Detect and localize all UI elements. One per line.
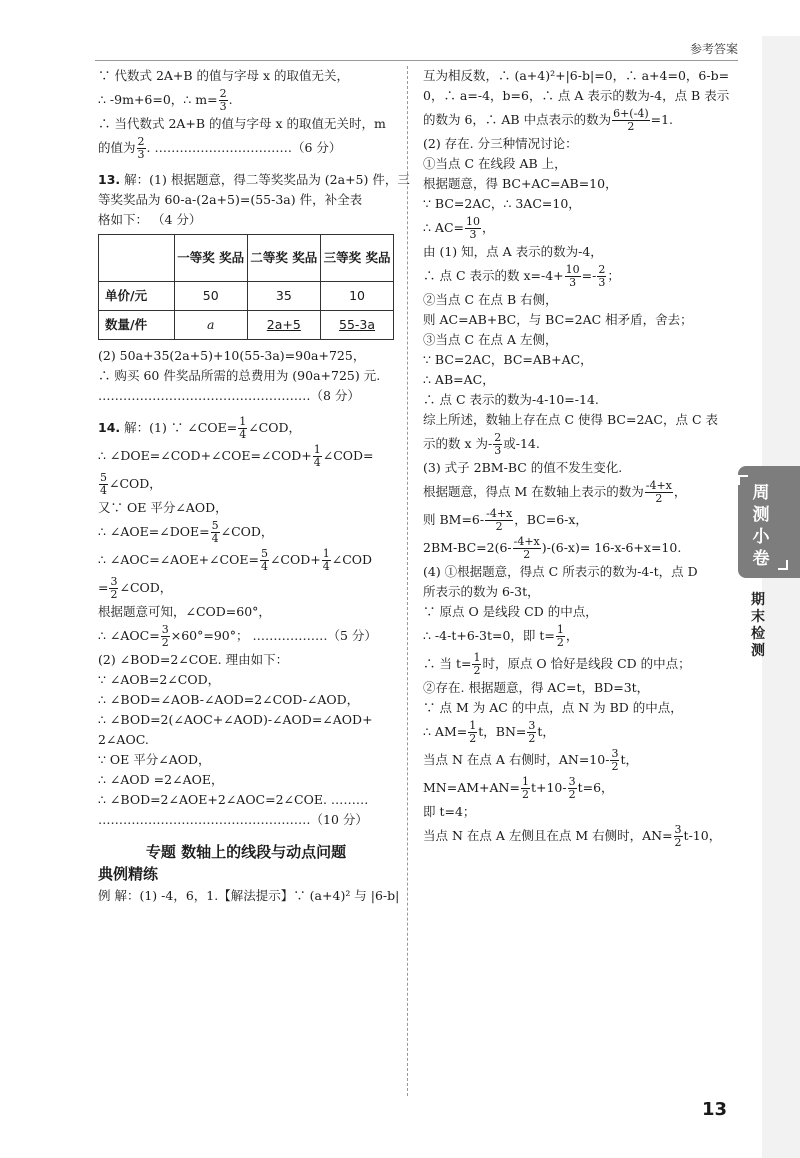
text-line: ∴ ∠BOD=∠AOB-∠AOD=2∠COD-∠AOD， [98,692,360,707]
text-line: ∴ 当代数式 2A+B 的值与字母 x 的取值无关时，m [98,116,386,131]
text-line: 又∵ OE 平分∠AOD， [98,500,228,515]
fraction: $\frac{2}{3}$ [598,263,606,289]
fraction: $\frac{1}{4}$ [322,547,330,573]
page-number: 13 [702,1099,728,1120]
text-line: 则 BM=6- $\frac{-4+x}{2}$ ，BC=6-x， [423,507,588,533]
text-line: ∵ 原点 O 是线段 CD 的中点， [423,604,598,619]
text-line: ∴ ∠DOE=∠COD+∠COE=∠COD+ $\frac{1}{4}$ ∠COD= [98,443,374,469]
table-row-label: 单价/元 [99,282,175,311]
text-line: 根据题意可知，∠COD=60°， [98,604,271,619]
question-number: 14. [98,420,121,435]
text-line: ∴ -4-t+6-3t=0，即 t= $\frac{1}{2}$ ， [423,623,579,649]
table-header-cell: 一等奖 奖品 [174,235,247,282]
text-line: ∵ ∠AOB=2∠COD， [98,672,221,687]
text-line: ∵ OE 平分∠AOD， [98,752,211,767]
text-line: ∴ 当 t= $\frac{1}{2}$ 时，原点 O 恰好是线段 CD 的中点； [423,651,691,677]
text-line: ③当点 C 在点 A 左侧， [423,332,558,347]
tab-corner-mark [778,560,788,570]
text-line: ……………………………………………（10 分） [98,812,368,827]
text-line: ∵ 点 M 为 AC 的中点，点 N 为 BD 的中点， [423,700,683,715]
fraction: $\frac{3}{2}$ [528,719,536,745]
fraction: $\frac{-4+x}{2}$ [645,479,672,505]
text-line: 的数为 6，∴ AB 中点表示的数为 $\frac{6+(-4)}{2}$ =1. [423,107,674,133]
fraction: $\frac{-4+x}{2}$ [513,535,540,561]
table-corner-cell [99,235,175,282]
text-line: 2∠AOC. [98,732,149,747]
fraction: $\frac{1}{4}$ [239,415,247,441]
text-line: ∴ ∠BOD=2∠AOE+2∠AOC=2∠COE. ……… [98,792,369,807]
table-cell: a [174,311,247,340]
fraction: $\frac{1}{2}$ [473,651,481,677]
text-line: 格如下： （4 分） [98,212,202,227]
table-header-row [99,235,394,282]
text-line: = $\frac{3}{2}$ ∠COD， [98,575,173,601]
fraction: $\frac{5}{4}$ [100,471,107,497]
text-line: 2BM-BC=2(6- $\frac{-4+x}{2}$ )-(6-x)= 16-x-6+x=10. [423,535,682,561]
fraction: $\frac{10}{3}$ [466,215,480,241]
fraction: $\frac{3}{2}$ [674,823,682,849]
text-line: ①当点 C 在线段 AB 上， [423,156,567,171]
table-row [99,282,394,311]
fraction: $\frac{2}{3}$ [494,431,502,457]
table-header-cell: 二等奖 奖品 [247,235,320,282]
fraction: $\frac{3}{2}$ [110,575,118,601]
header-rule [95,60,738,61]
award-table [98,234,394,340]
fraction: $\frac{3}{2}$ [568,775,576,801]
table-row [99,311,394,340]
text-line: ∴ ∠BOD=2(∠AOC+∠AOD)-∠AOD=∠AOD+ [98,712,373,727]
table-cell: 2a+5 [247,311,320,340]
text-line: (4) ①根据题意，得点 C 所表示的数为-4-t，点 D [423,564,698,579]
fraction: $\frac{1}{4}$ [313,443,321,469]
text-line: 互为相反数，∴ (a+4)²+|6-b|=0，∴ a+4=0，6-b= [423,68,730,83]
fraction: $\frac{5}{4}$ [260,547,268,573]
fraction: $\frac{1}{2}$ [469,719,477,745]
text-line: 根据题意，得 BC+AC=AB=10， [423,176,618,191]
text-line: 等奖奖品为 60-a-(2a+5)=(55-3a) 件，补全表 [98,192,363,207]
side-tab-label: 周测小卷 [752,483,770,569]
text-line: ……………………………………………（8 分） [98,388,360,403]
text-line: (3) 式子 2BM-BC 的值不发生变化. [423,460,623,475]
table-cell: 50 [174,282,247,311]
text-line: 当点 N 在点 A 左侧且在点 M 右侧时，AN= $\frac{3}{2}$ t-10， [423,823,722,849]
text-line: 即 t=4； [423,804,476,819]
fraction: $\frac{3}{2}$ [611,747,619,773]
subtopic-title: 典例精练 [98,865,159,883]
text-line: 0，∴ a=-4，b=6，∴ 点 A 表示的数为-4，点 B 表示 [423,88,730,103]
text-line: ②当点 C 在点 B 右侧， [423,292,558,307]
text-line: $\frac{5}{4}$ ∠COD， [100,471,162,497]
left-column [98,66,410,906]
text-line: ∴ 点 C 表示的数为-4-10=-14. [423,392,599,407]
table-row-label: 数量/件 [99,311,175,340]
text-line: ②存在. 根据题意，得 AC=t，BD=3t， [423,680,650,695]
table-cell: 35 [247,282,320,311]
side-section-label: 期末检测 [751,592,765,659]
text-line: ∵ BC=2AC，BC=AB+AC， [423,352,593,367]
text-line: 示的数 x 为- $\frac{2}{3}$ 或-14. [423,431,540,457]
text-line: ∵ 代数式 2A+B 的值与字母 x 的取值无关， [98,68,350,83]
fraction: $\frac{1}{2}$ [521,775,529,801]
table-cell: 10 [321,282,394,311]
text-line: (2) 50a+35(2a+5)+10(55-3a)=90a+725， [98,348,366,363]
text-line: ∴ 购买 60 件奖品所需的总费用为 (90a+725) 元. [98,368,381,383]
fraction: $\frac{2}{3}$ [219,87,227,113]
table-cell: 55-3a [321,311,394,340]
header-note: 参考答案 [689,42,738,56]
text-line: 当点 N 在点 A 右侧时，AN=10- $\frac{3}{2}$ t， [423,747,638,773]
text-line: ∴ -9m+6=0，∴ m= $\frac{2}{3}$ . [98,87,233,113]
text-line: 则 AC=AB+BC，与 BC=2AC 相矛盾，舍去； [423,312,693,327]
text-line: ∴ ∠AOD =2∠AOE， [98,772,224,787]
text-line: MN=AM+AN= $\frac{1}{2}$ t+10- $\frac{3}{2}$ t=6， [423,775,614,801]
fraction: $\frac{1}{2}$ [556,623,564,649]
text-line: (2) ∠BOD=2∠COE. 理由如下： [98,652,289,667]
text-line: 由 (1) 知，点 A 表示的数为-4， [423,244,603,259]
text-line: ∴ 点 C 表示的数 x=-4+ $\frac{10}{3}$ =- $\frac{2}{3}$ ； [423,263,620,289]
example-line: 例 解：(1) -4，6，1.【解法提示】∵ (a+4)² 与 |6-b| [98,888,400,903]
text-line: ∵ BC=2AC，∴ 3AC=10， [423,196,581,211]
text-line: 所表示的数为 6-3t， [423,584,540,599]
column-divider [407,66,408,1096]
text-line: ∴ ∠AOC=∠AOE+∠COE= $\frac{5}{4}$ ∠COD+ $\frac{1}{4}$ ∠COD [98,547,373,573]
text-line: 的值为 $\frac{2}{3}$ . ……………………………（6 分） [98,135,342,161]
fraction: $\frac{3}{2}$ [161,623,169,649]
text-line: 根据题意，得点 M 在数轴上表示的数为 $\frac{-4+x}{2}$ ， [423,479,687,505]
question-14-line: 14. 解：(1) ∵ ∠COE= $\frac{1}{4}$ ∠COD， [98,415,301,441]
table-header-cell: 三等奖 奖品 [321,235,394,282]
question-number: 13. [98,172,121,187]
text-line: 综上所述，数轴上存在点 C 使得 BC=2AC，点 C 表 [423,412,718,427]
question-13-line: 13. 解：(1) 根据题意，得二等奖奖品为 (2a+5) 件，三 [98,172,410,187]
topic-title: 专题 数轴上的线段与动点问题 [145,843,347,861]
right-column [423,66,733,850]
fraction: $\frac{10}{3}$ [565,263,580,289]
text-line: ∴ AC= $\frac{10}{3}$ ， [423,215,495,241]
text-line: ∴ AB=AC， [423,372,495,387]
fraction: $\frac{5}{4}$ [211,519,219,545]
text-line: ∴ ∠AOC= $\frac{3}{2}$ ×60°=90°； ………………（5 分） [98,623,377,649]
fraction: $\frac{-4+x}{2}$ [486,507,513,533]
fraction: $\frac{2}{3}$ [137,135,145,161]
text-line: ∴ ∠AOE=∠DOE= $\frac{5}{4}$ ∠COD， [98,519,274,545]
text-line: ∴ AM= $\frac{1}{2}$ t，BN= $\frac{3}{2}$ t， [423,719,555,745]
fraction: $\frac{6+(-4)}{2}$ [613,107,649,133]
text-line: (2) 存在. 分三种情况讨论： [423,136,578,151]
